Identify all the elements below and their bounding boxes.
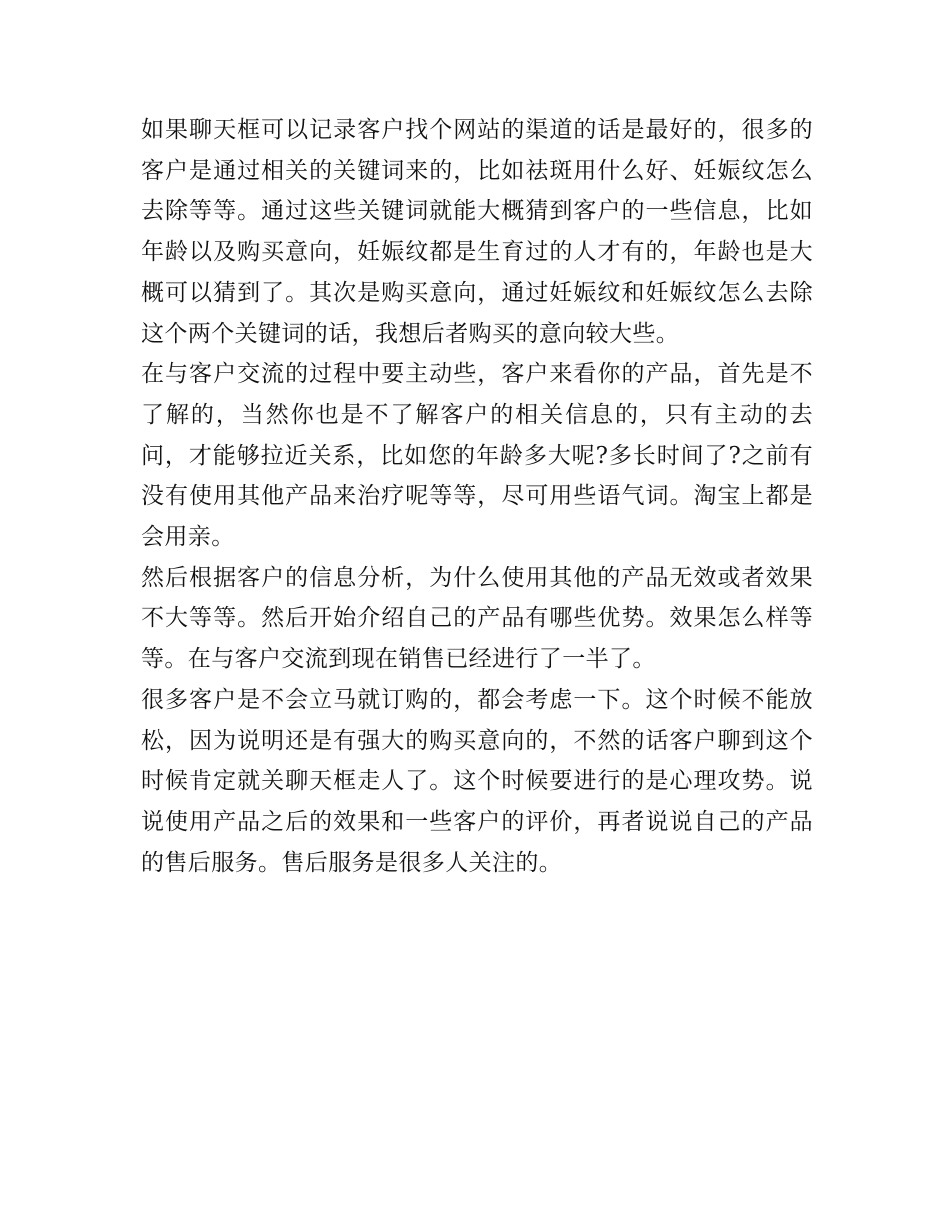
paragraph-proactive-communication: 在与客户交流的过程中要主动些，客户来看你的产品，首先是不了解的，当然你也是不了解客户的相关信息的，只有主动的去问，才能够拉近关系，比如您的年龄多大呢?多长时间了?之前有没有使用其他产品来治疗呢等等，尽可用些语气词。淘宝上都是会用亲。 xyxy=(141,361,813,551)
paragraph-chat-source: 如果聊天框可以记录客户找个网站的渠道的话是最好的，很多的客户是通过相关的关键词来的，比如祛斑用什么好、妊娠纹怎么去除等等。通过这些关键词就能大概猜到客户的一些信息，比如年龄以及购买意向，妊娠纹都是生育过的人才有的，年龄也是大概可以猜到了。其次是购买意向，通过妊娠纹和妊娠纹怎么去除这个两个关键词的话，我想后者购买的意向较大些。 xyxy=(141,117,813,347)
paragraph-customer-analysis: 然后根据客户的信息分析，为什么使用其他的产品无效或者效果不大等等。然后开始介绍自己的产品有哪些优势。效果怎么样等等。在与客户交流到现在销售已经进行了一半了。 xyxy=(141,564,813,673)
paragraph-psychological-offensive: 很多客户是不会立马就订购的，都会考虑一下。这个时候不能放松，因为说明还是有强大的购买意向的，不然的话客户聊到这个时候肯定就关聊天框走人了。这个时候要进行的是心理攻势。说说使用产品之后的效果和一些客户的评价，再者说说自己的产品的售后服务。售后服务是很多人关注的。 xyxy=(141,686,813,876)
document-body xyxy=(141,110,813,883)
